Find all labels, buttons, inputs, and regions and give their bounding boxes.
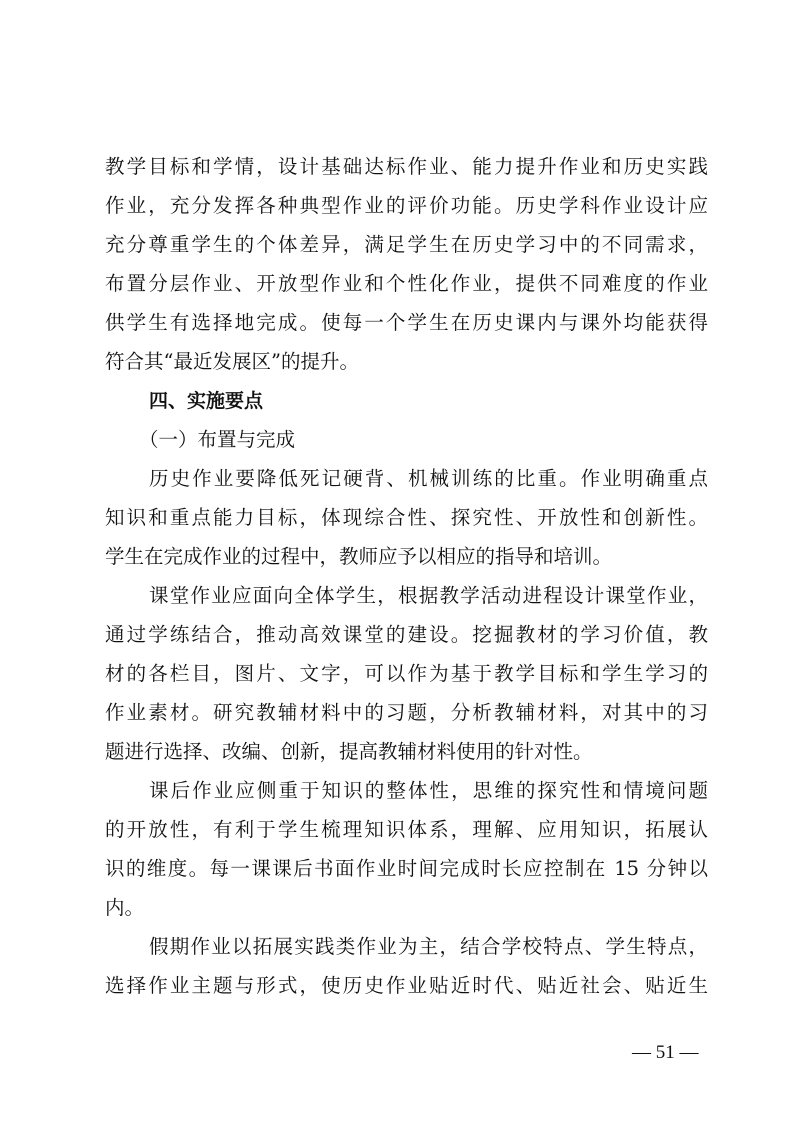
text-line: 假期作业以拓展实践类作业为主，结合学校特点、学生特点， — [149, 935, 708, 958]
text-line: 选择作业主题与形式，使历史作业贴近时代、贴近社会、贴近生 — [105, 974, 708, 997]
text-line: 的开放性，有利于学生梳理知识体系，理解、应用知识，拓展认 — [105, 818, 708, 841]
text-line: 作业，充分发挥各种典型作业的评价功能。历史学科作业设计应 — [105, 194, 708, 217]
text-line: 作业素材。研究教辅材料中的习题，分析教辅材料，对其中的习 — [105, 701, 708, 724]
text-line: 知识和重点能力目标，体现综合性、探究性、开放性和创新性。 — [105, 506, 708, 529]
text-line: 通过学练结合，推动高效课堂的建设。挖掘教材的学习价值，教 — [105, 623, 708, 646]
page-number: — 51 — — [632, 1042, 699, 1063]
text-line: 课后作业应侧重于知识的整体性，思维的探究性和情境问题 — [149, 779, 708, 802]
text-line: 识的维度。每一课课后书面作业时间完成时长应控制在 15 分钟以 — [105, 857, 708, 880]
text-line: 学生在完成作业的过程中，教师应予以相应的指导和培训。 — [105, 545, 613, 568]
section-heading: 四、实施要点 — [149, 390, 264, 412]
text-line: 历史作业要降低死记硬背、机械训练的比重。作业明确重点 — [149, 467, 708, 490]
text-line: 课堂作业应面向全体学生，根据教学活动进程设计课堂作业， — [149, 584, 708, 607]
text-line: 材的各栏目，图片、文字，可以作为基于教学目标和学生学习的 — [105, 662, 708, 685]
text-line: 布置分层作业、开放型作业和个性化作业，提供不同难度的作业 — [105, 272, 708, 295]
text-line: 教学目标和学情，设计基础达标作业、能力提升作业和历史实践 — [105, 155, 708, 178]
text-line: 内。 — [105, 896, 145, 919]
text-line: 题进行选择、改编、创新，提高教辅材料使用的针对性。 — [105, 740, 593, 763]
section-subheading: （一）布置与完成 — [139, 428, 296, 451]
text-line: 符合其“最近发展区”的提升。 — [105, 350, 359, 373]
text-line: 供学生有选择地完成。使每一个学生在历史课内与课外均能获得 — [105, 311, 708, 334]
text-line: 充分尊重学生的个体差异，满足学生在历史学习中的不同需求， — [105, 233, 708, 256]
